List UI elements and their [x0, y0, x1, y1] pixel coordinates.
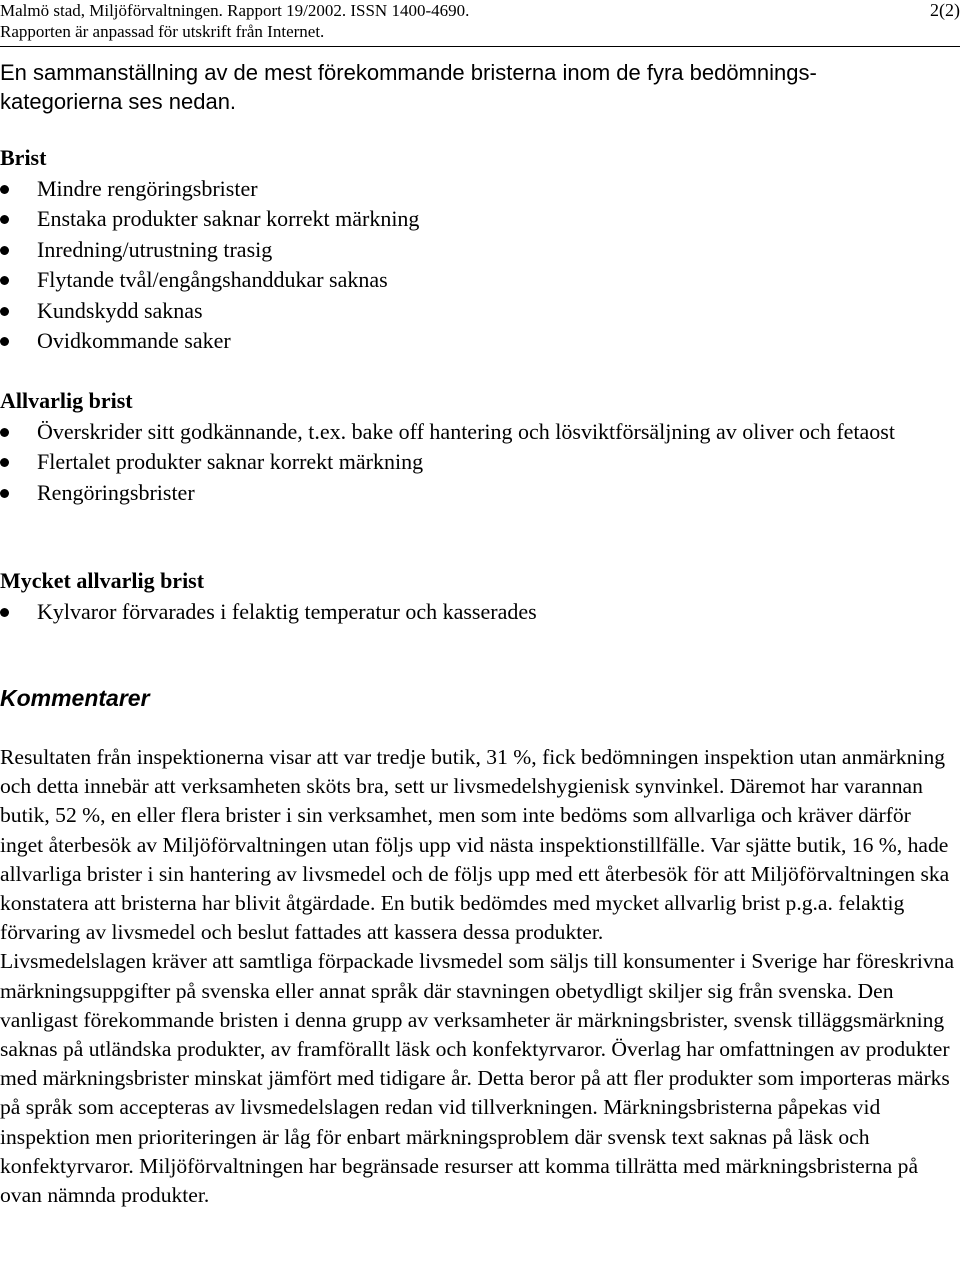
list-item: [0, 174, 960, 205]
list-item: [0, 235, 960, 266]
list-item-text: Flytande tvål/engångshanddukar saknas: [37, 267, 388, 292]
bullet-icon: [0, 489, 9, 498]
page-number: 2(2): [930, 0, 960, 20]
list-item-text: Inredning/utrustning trasig: [37, 236, 273, 262]
list-item: [0, 265, 960, 296]
list-item: [0, 447, 960, 478]
list-item-text: Överskrider sitt godkännande, t.ex. bake off hantering och lösviktförsäljning av oliver och fetaost: [37, 418, 895, 444]
list-item-text: Mindre rengöringsbrister: [37, 175, 258, 201]
list-item: [0, 326, 960, 357]
document-header: [0, 0, 469, 42]
bullet-icon: [0, 246, 9, 255]
bullet-list: [0, 174, 960, 357]
header-print-note: Rapporten är anpassad för utskrift från Internet.: [0, 22, 325, 41]
section-allvarlig-brist: [0, 386, 960, 508]
list-item-text: Kundskydd saknas: [37, 297, 203, 323]
section-brist: [0, 143, 960, 357]
section-heading: Mycket allvarlig brist: [0, 568, 205, 593]
bullet-list: [0, 417, 960, 509]
comments-body: [0, 743, 956, 1210]
list-item: [0, 597, 960, 628]
header-divider: [0, 46, 960, 47]
section-heading: Allvarlig brist: [0, 388, 133, 413]
body-paragraph: Livsmedelslagen kräver att samtliga förpackade livsmedel som säljs till konsumenter i Sverige har föreskrivna märkningsuppgifter på svenska eller annat språk där stavningen obetydligt skiljer sig från svenska. Den vanligast förekommande bristen i denna grupp av verksamheter är märkningsbrister, svensk tilläggsmärkning saknas på utländska produkter, av framförallt läsk och konfektyrvaror. Överlag har omfattningen av produkter med märkningsbrister minskat jämfört med tidigare år. Detta beror på att fler produkter som importeras märks på språk som accepteras av livsmedelslagen redan vid tillverkningen. Märkningsbristerna påpekas vid inspektion men prioriteringen är låg för enbart märkningsproblem där svensk text saknas på läsk och konfektyrvaror. Miljöförvaltningen har begränsade resurser att komma tillrätta med märkningsbristerna på ovan nämnda produkter.: [0, 949, 955, 1208]
list-item-text: Rengöringsbrister: [37, 479, 195, 505]
list-item: [0, 296, 960, 327]
list-item-text: Ovidkommande saker: [37, 328, 231, 353]
bullet-icon: [0, 185, 9, 194]
bullet-icon: [0, 337, 9, 346]
header-publication-line: Malmö stad, Miljöförvaltningen. Rapport 19/2002. ISSN 1400-4690.: [0, 1, 470, 20]
bullet-icon: [0, 215, 9, 224]
bullet-icon: [0, 307, 9, 316]
bullet-list: [0, 597, 960, 628]
bullet-icon: [0, 428, 9, 437]
bullet-icon: [0, 458, 9, 467]
body-paragraph: Resultaten från inspektionerna visar att var tredje butik, 31 %, fick bedömningen inspektion utan anmärkning och detta innebär att verksamheten sköts bra, sett ur livsmedelshygienisk synvinkel. Däremot har varannan butik, 52 %, en eller flera brister i sin verksamhet, men som inte bedöms som allvarliga och kräver därför inget återbesök av Miljöförvaltningen utan följs upp vid nästa inspektionstillfälle. Var sjätte butik, 16 %, hade allvarliga brister i sin hantering av livsmedel och de följs upp med ett återbesök för att Miljöförvaltningen ska konstatera att bristerna har blivit åtgärdade. En butik bedömdes med mycket allvarlig brist p.g.a. felaktig förvaring av livsmedel och beslut fattades att kassera dessa produkter.: [0, 745, 950, 945]
intro-line: En sammanställning av de mest förekommande bristerna inom de fyra bedömnings-: [0, 60, 817, 85]
list-item-text: Enstaka produkter saknar korrekt märkning: [37, 206, 420, 231]
list-item-text: Flertalet produkter saknar korrekt märkning: [37, 449, 424, 474]
list-item: [0, 204, 960, 235]
section-mycket-allvarlig-brist: [0, 566, 960, 627]
bullet-icon: [0, 608, 9, 617]
intro-paragraph: [0, 58, 900, 116]
list-item: [0, 478, 960, 509]
comments-heading: Kommentarer: [0, 685, 150, 711]
list-item-text: Kylvaror förvarades i felaktig temperatur och kasserades: [37, 598, 537, 624]
list-item: [0, 417, 960, 448]
bullet-icon: [0, 276, 9, 285]
intro-line: kategorierna ses nedan.: [0, 89, 237, 114]
section-heading: Brist: [0, 145, 47, 170]
